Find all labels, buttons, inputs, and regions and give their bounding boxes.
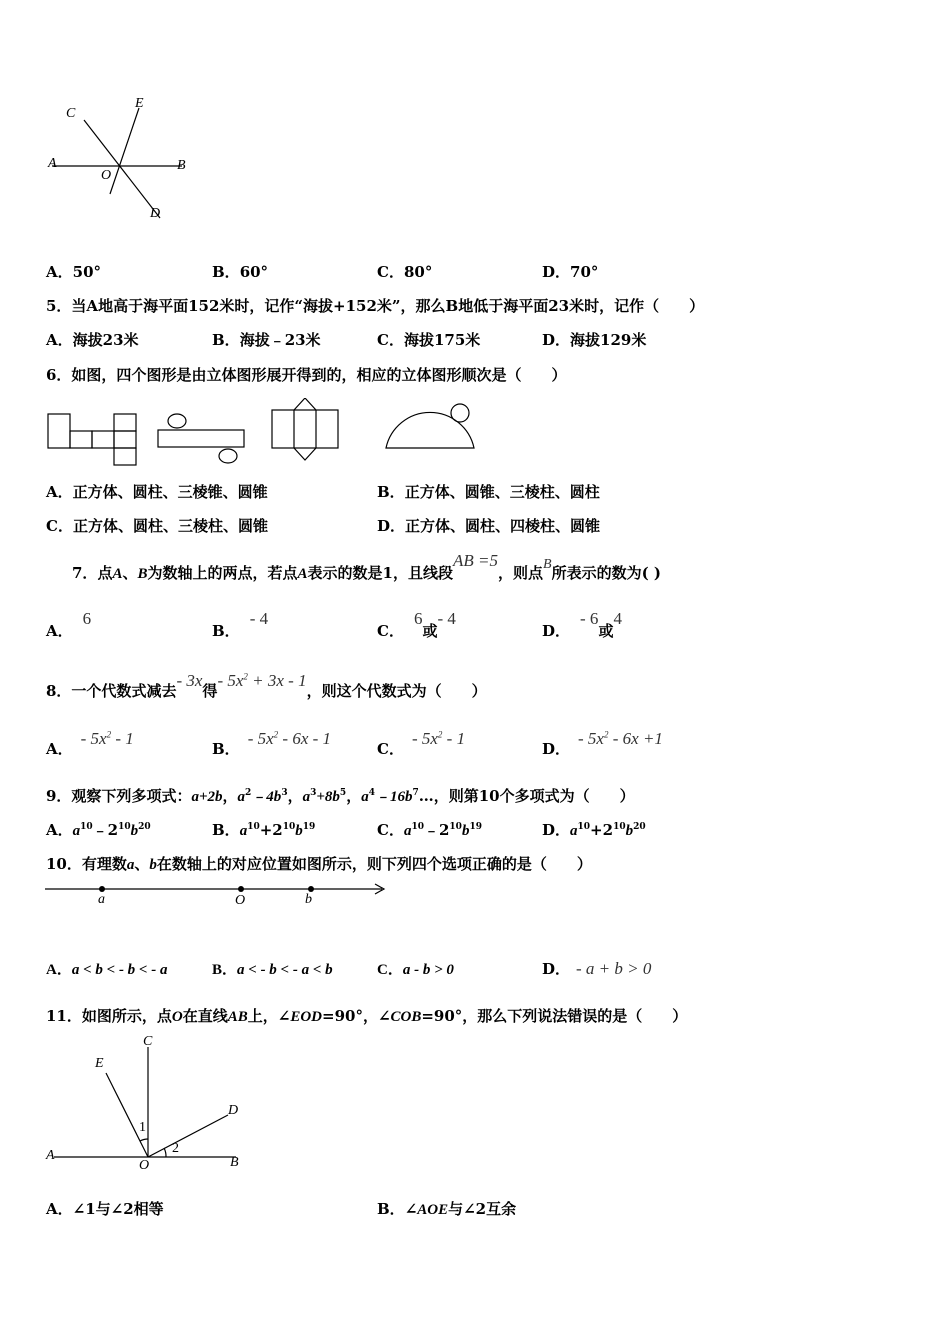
fig4-label-b: B <box>177 158 186 173</box>
fig11-label-c: C <box>143 1034 153 1049</box>
q5-option-c: C．海拔175米 <box>377 331 481 349</box>
q6-option-d: D．正方体、圆柱、四棱柱、圆锥 <box>377 517 601 535</box>
q6-question: 6．如图，四个图形是由立体图形展开得到的，相应的立体图形顺次是（ ） <box>46 366 567 384</box>
q7-option-b: B．- 4 <box>212 609 269 640</box>
q4-option-c: C．80° <box>377 263 433 281</box>
q9-option-b: B．$a^{10}+2^{10}b^{19}$ <box>212 821 316 839</box>
q5-question: 5．当A地高于海平面152米时，记作“海拔+152米”，那么B地低于海平面23米时，记作（ ） <box>46 297 705 315</box>
q7-question: 7．点A、B为数轴上的两点，若点A表示的数是1，且线段AB =5，则点B所表示的数为( ) <box>72 551 661 582</box>
q10-option-a: A．a < b < - b < - a <box>46 962 168 978</box>
fig4-label-a: A <box>48 156 57 171</box>
q9-option-c: C．$a^{10}﹣2^{10}b^{19}$ <box>377 821 482 839</box>
fig11-label-o: O <box>139 1158 150 1173</box>
fig4-label-c: C <box>66 106 76 121</box>
q9-question: 9．观察下列多项式：a+2b，$a^2﹣4b^3$，$a^3+8b^5$，$a^4﹣16b^7\dots$，则第10个多项式为（ ） <box>46 787 635 805</box>
q10-axis-label-b: b <box>305 892 312 907</box>
fig11-label-b: B <box>230 1155 239 1170</box>
fig11-label-angle-1: 1 <box>139 1120 146 1135</box>
fig11-label-a: A <box>46 1148 55 1163</box>
q4-option-a: A．50° <box>46 263 102 281</box>
q5-option-d: D．海拔129米 <box>542 331 647 349</box>
fig11-label-angle-2: 2 <box>172 1141 179 1156</box>
q11-option-a: A．∠1与∠2相等 <box>46 1200 164 1218</box>
q8-option-d: D．- $5x^2 - 6x +1$ <box>542 729 663 758</box>
q11-option-b: B．∠AOE与∠2互余 <box>377 1200 517 1218</box>
q10-option-d: D． - a + b > 0 <box>542 959 652 978</box>
q6-net-figures <box>40 398 490 470</box>
q9-option-d: D．$a^{10}+2^{10}b^{20}$ <box>542 821 646 839</box>
q10-question: 10．有理数a、b在数轴上的对应位置如图所示，则下列四个选项正确的是（ ） <box>46 855 592 873</box>
q8-option-a: A．- $5x^2 - 1$ <box>46 729 134 758</box>
q10-option-b: B．a < - b < - a < b <box>212 962 333 978</box>
q4-option-b: B．60° <box>212 263 269 281</box>
fig4-label-e: E <box>135 96 144 111</box>
q5-option-b: B．海拔﹣23米 <box>212 331 321 349</box>
fig11-label-d: D <box>228 1103 239 1118</box>
q6-option-b: B．正方体、圆锥、三棱柱、圆柱 <box>377 483 600 501</box>
q6-option-c: C．正方体、圆柱、三棱柱、圆锥 <box>46 517 268 535</box>
q7-option-c: C．6或- 4 <box>377 609 456 640</box>
q5-option-a: A．海拔23米 <box>46 331 139 349</box>
q4-option-d: D．70° <box>542 263 599 281</box>
fig11-label-e: E <box>95 1056 104 1071</box>
q7-option-d: D．- 6或4 <box>542 609 622 640</box>
q8-question: 8．一个代数式减去- 3x得- $5x^2 + 3x - 1$，则这个代数式为（ ） <box>46 671 487 700</box>
q8-option-b: B．- $5x^2 - 6x - 1$ <box>212 729 332 758</box>
q10-number-line <box>40 880 390 900</box>
q11-angle-figure <box>40 1035 250 1175</box>
q10-axis-label-o: O <box>235 893 246 908</box>
q10-axis-label-a: a <box>98 892 105 907</box>
q9-option-a: A．$a^{10}﹣2^{10}b^{20}$ <box>46 821 151 839</box>
fig4-label-o: O <box>101 168 112 183</box>
q7-option-a: A．6 <box>46 609 92 640</box>
q8-option-c: C．- $5x^2 - 1$ <box>377 729 466 758</box>
q11-question: 11．如图所示，点O在直线AB上，∠EOD=90°，∠COB=90°，那么下列说法错误的是（ ） <box>46 1007 688 1025</box>
q10-option-c: C．a - b > 0 <box>377 962 454 978</box>
fig4-label-d: D <box>150 206 161 221</box>
q6-option-a: A．正方体、圆柱、三棱锥、圆锥 <box>46 483 268 501</box>
